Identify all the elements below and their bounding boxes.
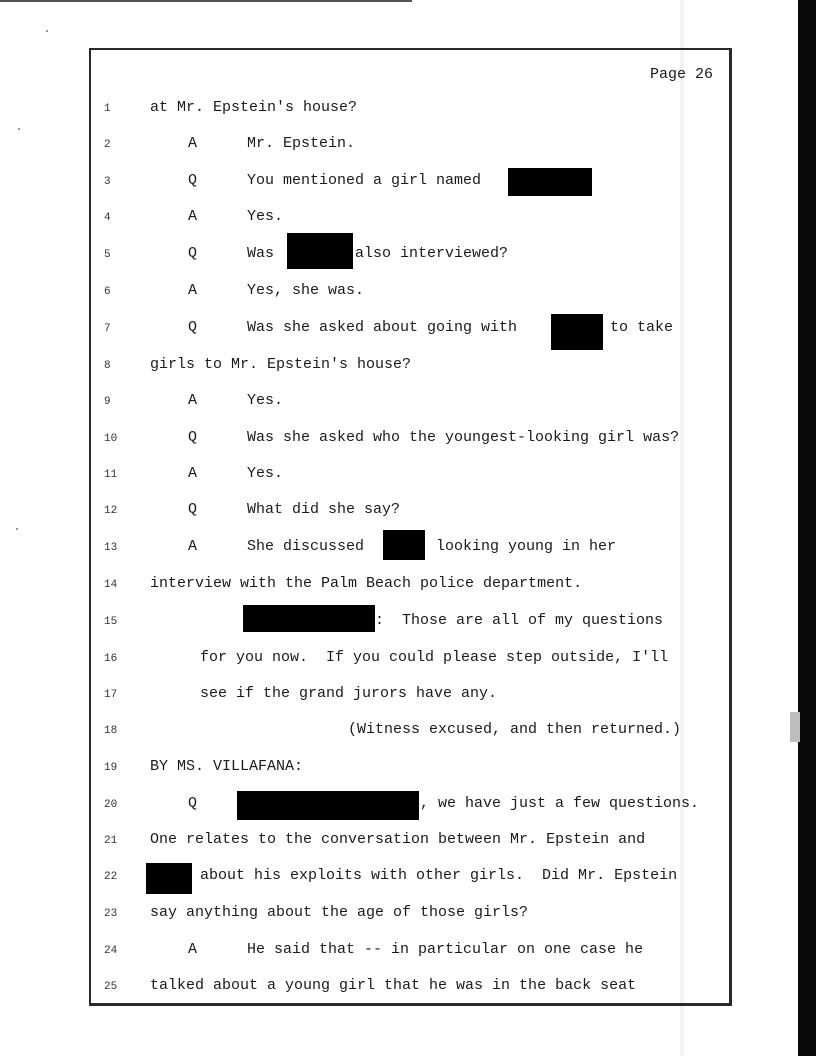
- speaker-label: A: [188, 208, 198, 225]
- line-number: 11: [104, 469, 118, 481]
- transcript-text: , we have just a few questions.: [420, 795, 700, 812]
- transcript-line: [0, 611, 760, 635]
- line-number: 22: [104, 871, 118, 883]
- line-number: 24: [104, 945, 118, 957]
- page-number: Page 26: [650, 66, 714, 83]
- transcript-line: [0, 355, 760, 379]
- transcript-line: [0, 574, 760, 598]
- transcript-text: She discussed: [247, 538, 365, 555]
- line-number: 12: [104, 505, 118, 517]
- transcript-text: One relates to the conversation between Mr. Epstein and: [150, 831, 646, 848]
- transcript-text: Yes.: [247, 208, 284, 225]
- line-number: 18: [104, 725, 118, 737]
- transcript-line: [0, 244, 760, 268]
- transcript-line: [0, 464, 760, 488]
- line-number: 20: [104, 799, 118, 811]
- line-number: 7: [104, 323, 111, 335]
- transcript-text: Was: [247, 245, 275, 262]
- redaction-block: [146, 863, 192, 894]
- speaker-label: A: [188, 465, 198, 482]
- transcript-line: [0, 318, 760, 342]
- speaker-label: A: [188, 392, 198, 409]
- speaker-label: Q: [188, 245, 198, 262]
- redaction-block: [287, 233, 353, 269]
- line-number: 5: [104, 249, 111, 261]
- transcript-line: [0, 134, 760, 158]
- transcript-text: You mentioned a girl named: [247, 172, 482, 189]
- line-number: 15: [104, 616, 118, 628]
- line-number: 19: [104, 762, 118, 774]
- redaction-block: [237, 791, 419, 820]
- line-number: 4: [104, 212, 111, 224]
- transcript-text: Mr. Epstein.: [247, 135, 356, 152]
- transcript-text: BY MS. VILLAFANA:: [150, 758, 304, 775]
- transcript-text: at Mr. Epstein's house?: [150, 99, 358, 116]
- transcript-text: to take: [610, 319, 674, 336]
- transcript-text: say anything about the age of those girls?: [150, 904, 529, 921]
- transcript-line: [0, 757, 760, 781]
- transcript-line: [0, 171, 760, 195]
- speaker-label: Q: [188, 795, 198, 812]
- transcript-line: [0, 537, 760, 561]
- line-number: 16: [104, 653, 118, 665]
- line-number: 9: [104, 396, 111, 408]
- line-number: 23: [104, 908, 118, 920]
- transcript-text: What did she say?: [247, 501, 401, 518]
- transcript-text: talked about a young girl that he was in the back seat: [150, 977, 637, 994]
- speaker-label: A: [188, 941, 198, 958]
- line-number: 25: [104, 981, 118, 993]
- transcript-line: [0, 866, 760, 890]
- transcript-text: (Witness excused, and then returned.): [348, 721, 682, 738]
- transcript-line: [0, 648, 760, 672]
- transcript-line: [0, 903, 760, 927]
- transcript-line: [0, 940, 760, 964]
- transcript-text: Yes.: [247, 465, 284, 482]
- transcript-line: [0, 720, 760, 744]
- transcript-line: [0, 684, 760, 708]
- transcript-text: looking young in her: [436, 538, 617, 555]
- line-number: 14: [104, 579, 118, 591]
- transcript-text: Yes.: [247, 392, 284, 409]
- line-number: 2: [104, 139, 111, 151]
- speaker-label: Q: [188, 319, 198, 336]
- transcript-line: [0, 98, 760, 122]
- speaker-label: Q: [188, 429, 198, 446]
- transcript-text: also interviewed?: [355, 245, 509, 262]
- speaker-label: A: [188, 538, 198, 555]
- speaker-label: A: [188, 135, 198, 152]
- transcript-text: Was she asked about going with: [247, 319, 518, 336]
- speaker-label: Q: [188, 501, 198, 518]
- transcript-text: see if the grand jurors have any.: [200, 685, 498, 702]
- line-number: 17: [104, 689, 118, 701]
- transcript-text: Was she asked who the youngest-looking girl was?: [247, 429, 680, 446]
- transcript-line: [0, 500, 760, 524]
- transcript-text: Yes, she was.: [247, 282, 365, 299]
- redaction-block: [508, 168, 592, 196]
- line-number: 6: [104, 286, 111, 298]
- transcript-text: : Those are all of my questions: [375, 612, 664, 629]
- line-number: 1: [104, 103, 111, 115]
- transcript-text: interview with the Palm Beach police department.: [150, 575, 583, 592]
- speaker-label: A: [188, 282, 198, 299]
- redaction-block: [383, 530, 425, 560]
- scan-speck: [46, 30, 48, 32]
- redaction-block: [551, 314, 603, 350]
- scan-edge-notch: [790, 712, 800, 742]
- transcript-line: [0, 428, 760, 452]
- scan-edge-line: [0, 0, 412, 2]
- transcript-line: [0, 391, 760, 415]
- scan-speck: [18, 128, 20, 130]
- line-number: 21: [104, 835, 118, 847]
- transcript-text: He said that -- in particular on one case he: [247, 941, 644, 958]
- scan-dark-edge: [798, 0, 816, 1056]
- transcript-line: [0, 830, 760, 854]
- transcript-line: [0, 281, 760, 305]
- line-number: 10: [104, 433, 118, 445]
- transcript-line: [0, 207, 760, 231]
- line-number: 3: [104, 176, 111, 188]
- scan-speck: [16, 528, 18, 530]
- line-number: 8: [104, 360, 111, 372]
- redaction-block: [243, 605, 375, 632]
- transcript-line: [0, 976, 760, 1000]
- line-number: 13: [104, 542, 118, 554]
- transcript-text: about his exploits with other girls. Did Mr. Epstein: [200, 867, 678, 884]
- speaker-label: Q: [188, 172, 198, 189]
- transcript-text: girls to Mr. Epstein's house?: [150, 356, 412, 373]
- transcript-text: for you now. If you could please step outside, I'll: [200, 649, 669, 666]
